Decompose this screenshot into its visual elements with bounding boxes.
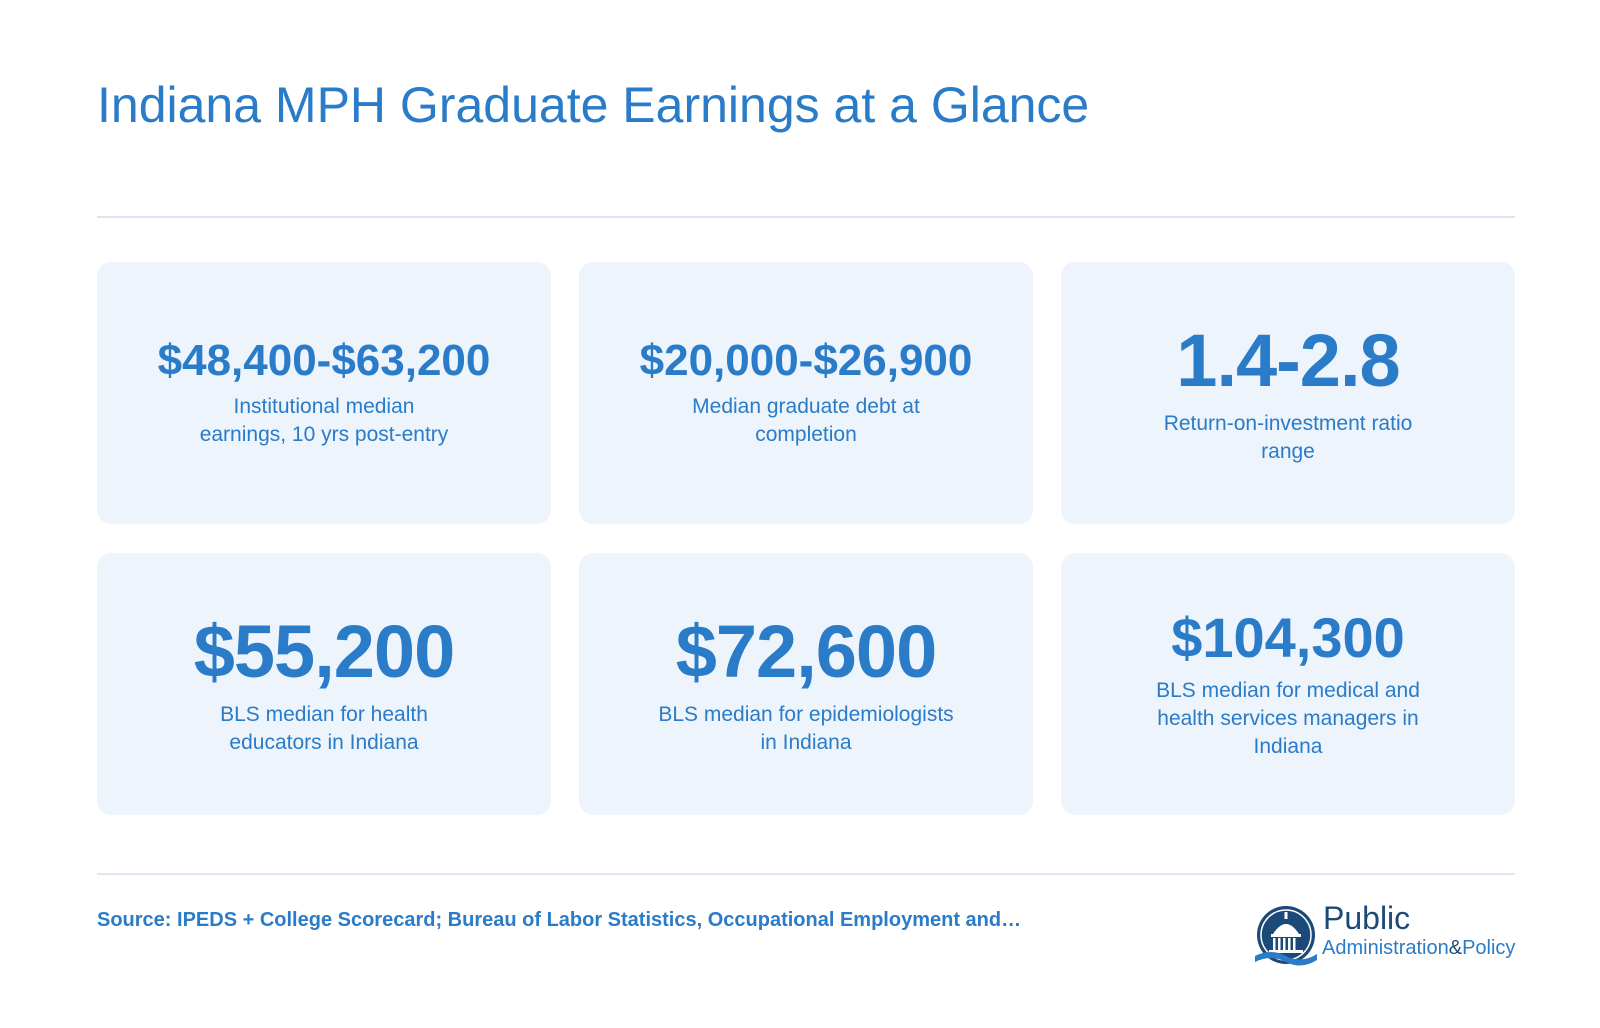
stat-label: Median graduate debt at completion [692,395,920,447]
stat-label: BLS median for medical and health services managers in Indiana [1156,678,1420,758]
stat-value: $72,600 [675,610,937,694]
stat-value: 1.4-2.8 [1176,319,1400,403]
logo-text-public: Public [1323,900,1411,936]
stat-card-health-educators [97,553,551,815]
top-divider [97,216,1515,218]
stat-card-roi [1061,262,1515,524]
stat-card-debt [579,262,1033,524]
stat-value: $55,200 [193,610,455,694]
page-title: Indiana MPH Graduate Earnings at a Glance [97,77,1090,133]
logo-text-subtitle: Administration&Policy [1322,937,1516,959]
stat-label: BLS median for epidemiologists in Indiana [658,702,954,754]
stats-grid [97,262,1515,815]
stat-value: $104,300 [1171,606,1405,670]
stat-label: Return-on-investment ratio range [1163,411,1413,463]
stat-card-earnings [97,262,551,524]
capitol-dome-icon [1253,904,1319,970]
stat-label: BLS median for health educators in Indiana [220,702,428,754]
bottom-divider [97,873,1515,875]
source-note: Source: IPEDS + College Scorecard; Bureau of Labor Statistics, Occupational Employment and… [97,909,1022,931]
stat-card-epidemiologists [579,553,1033,815]
stat-value: $48,400-$63,200 [157,335,491,385]
brand-logo [1253,902,1515,970]
stat-value: $20,000-$26,900 [639,335,973,385]
stat-card-managers [1061,553,1515,815]
stat-label: Institutional median earnings, 10 yrs post-entry [199,395,449,447]
